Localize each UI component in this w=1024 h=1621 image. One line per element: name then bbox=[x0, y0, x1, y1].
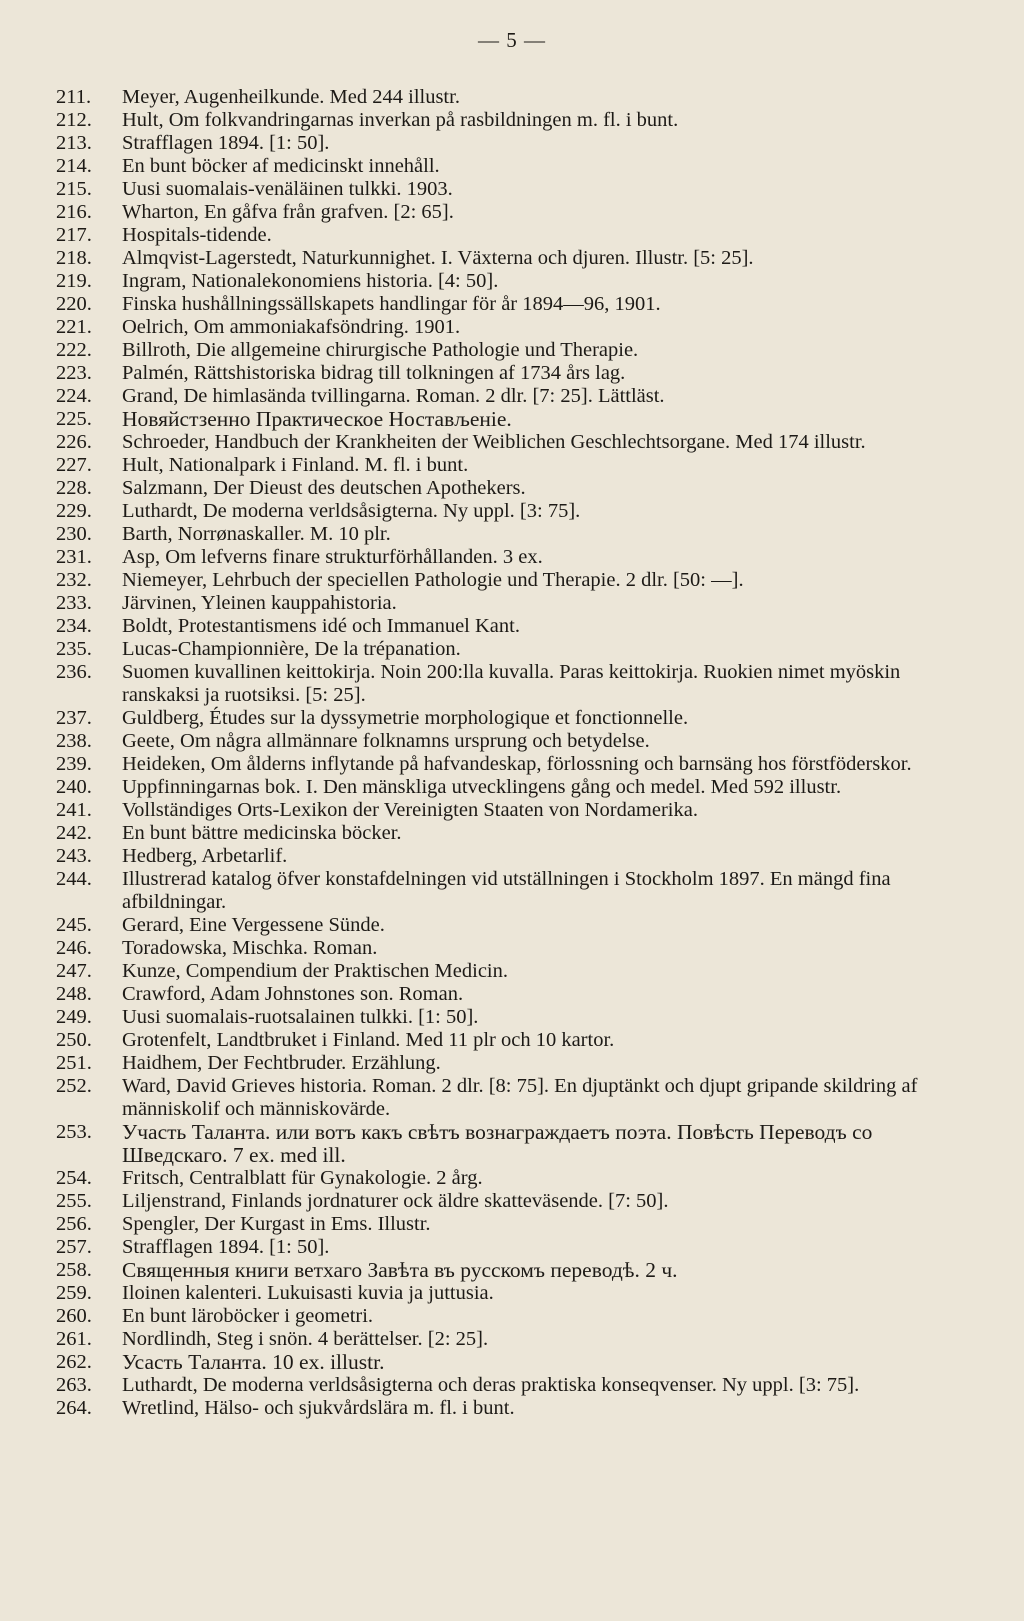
list-item bbox=[56, 1075, 976, 1121]
list-item bbox=[56, 1282, 976, 1305]
list-item bbox=[56, 1167, 976, 1190]
entry-number: 245. bbox=[56, 914, 92, 936]
entry-text: Uppfinningarnas bok. I. Den mänskliga utvecklingens gång och medel. Med 592 illustr. bbox=[122, 776, 842, 798]
entry-text: En bunt läroböcker i geometri. bbox=[122, 1305, 374, 1327]
entry-text: Asp, Om lefverns finare strukturförhållanden. 3 ex. bbox=[122, 546, 543, 568]
list-item bbox=[56, 178, 976, 201]
entry-text: En bunt böcker af medicinskt innehåll. bbox=[122, 155, 440, 177]
entry-text: Geete, Om några allmännare folknamns ursprung och betydelse. bbox=[122, 730, 650, 752]
entry-text: Niemeyer, Lehrbuch der speciellen Pathologie und Therapie. 2 dlr. [50: —]. bbox=[122, 569, 744, 591]
entry-number: 213. bbox=[56, 132, 92, 154]
list-item bbox=[56, 1029, 976, 1052]
entry-number: 252. bbox=[56, 1075, 92, 1097]
entry-text: Liljenstrand, Finlands jordnaturer ock äldre skatteväsende. [7: 50]. bbox=[122, 1190, 669, 1212]
entry-text: Almqvist-Lagerstedt, Naturkunnighet. I. Växterna och djuren. Illustr. [5: 25]. bbox=[122, 247, 754, 269]
entry-text: Священныя книги ветхаго Завѣта въ русскомъ переводѣ. 2 ч. bbox=[122, 1258, 678, 1282]
entry-number: 251. bbox=[56, 1052, 92, 1074]
entry-text: Wharton, En gåfva från grafven. [2: 65]. bbox=[122, 201, 454, 223]
entry-text: Crawford, Adam Johnstones son. Roman. bbox=[122, 983, 464, 1005]
list-item bbox=[56, 1006, 976, 1029]
entry-number: 212. bbox=[56, 109, 92, 131]
entry-text: Gerard, Eine Vergessene Sünde. bbox=[122, 914, 385, 936]
entry-number: 227. bbox=[56, 454, 92, 476]
entry-number: 216. bbox=[56, 201, 92, 223]
entry-text: Billroth, Die allgemeine chirurgische Pathologie und Therapie. bbox=[122, 339, 639, 361]
entry-text: Oelrich, Om ammoniakafsöndring. 1901. bbox=[122, 316, 461, 338]
entry-number: 238. bbox=[56, 730, 92, 752]
list-item bbox=[56, 293, 976, 316]
entry-number: 260. bbox=[56, 1305, 92, 1327]
list-item bbox=[56, 776, 976, 799]
list-item bbox=[56, 500, 976, 523]
entry-text: Wretlind, Hälso- och sjukvårdslära m. fl. i bunt. bbox=[122, 1397, 515, 1419]
entry-text: Fritsch, Centralblatt für Gynakologie. 2 årg. bbox=[122, 1167, 483, 1189]
list-item bbox=[56, 339, 976, 362]
entry-number: 233. bbox=[56, 592, 92, 614]
list-item bbox=[56, 224, 976, 247]
entry-number: 231. bbox=[56, 546, 92, 568]
list-item bbox=[56, 201, 976, 224]
entry-number: 217. bbox=[56, 224, 92, 246]
list-item bbox=[56, 132, 976, 155]
entry-text: Barth, Norrønaskaller. M. 10 plr. bbox=[122, 523, 391, 545]
list-item bbox=[56, 707, 976, 730]
entry-number: 248. bbox=[56, 983, 92, 1005]
entry-number: 237. bbox=[56, 707, 92, 729]
entry-number: 225. bbox=[56, 408, 92, 430]
list-item bbox=[56, 822, 976, 845]
list-item bbox=[56, 1374, 976, 1397]
entry-text: Nordlindh, Steg i snön. 4 berättelser. [2: 25]. bbox=[122, 1328, 489, 1350]
entry-text: Heideken, Om ålderns inflytande på hafvandeskap, förlossning och barnsäng hos förstföderskor. bbox=[122, 753, 912, 775]
entry-text: Salzmann, Der Dieust des deutschen Apothekers. bbox=[122, 477, 526, 499]
list-item bbox=[56, 546, 976, 569]
entry-number: 230. bbox=[56, 523, 92, 545]
entry-number: 240. bbox=[56, 776, 92, 798]
entry-number: 219. bbox=[56, 270, 92, 292]
entry-text: Schroeder, Handbuch der Krankheiten der Weiblichen Geschlechtsorgane. Med 174 illustr. bbox=[122, 431, 866, 453]
entry-text: Hult, Nationalpark i Finland. M. fl. i bunt. bbox=[122, 454, 469, 476]
entry-number: 228. bbox=[56, 477, 92, 499]
list-item bbox=[56, 408, 976, 431]
entry-text: Hult, Om folkvandringarnas inverkan på rasbildningen m. fl. i bunt. bbox=[122, 109, 679, 131]
entry-number: 239. bbox=[56, 753, 92, 775]
entry-number: 262. bbox=[56, 1351, 92, 1373]
entry-text: Strafflagen 1894. [1: 50]. bbox=[122, 132, 330, 154]
entry-text: Ingram, Nationalekonomiens historia. [4: 50]. bbox=[122, 270, 499, 292]
list-item bbox=[56, 155, 976, 178]
entry-text: Grand, De himlasända tvillingarna. Roman. 2 dlr. [7: 25]. Lättläst. bbox=[122, 385, 665, 407]
list-item bbox=[56, 592, 976, 615]
list-item bbox=[56, 1236, 976, 1259]
entry-number: 229. bbox=[56, 500, 92, 522]
entry-text: Palmén, Rättshistoriska bidrag till tolkningen af 1734 års lag. bbox=[122, 362, 626, 384]
list-item bbox=[56, 730, 976, 753]
list-item bbox=[56, 960, 976, 983]
entry-number: 249. bbox=[56, 1006, 92, 1028]
entry-number: 242. bbox=[56, 822, 92, 844]
entry-number: 222. bbox=[56, 339, 92, 361]
entry-text: Illustrerad katalog öfver konstafdelningen vid utställningen i Stockholm 1897. En mängd fina afbildningar. bbox=[122, 868, 891, 913]
entry-number: 218. bbox=[56, 247, 92, 269]
list-item bbox=[56, 845, 976, 868]
entry-number: 250. bbox=[56, 1029, 92, 1051]
list-item bbox=[56, 1351, 976, 1374]
list-item bbox=[56, 385, 976, 408]
entry-text: Strafflagen 1894. [1: 50]. bbox=[122, 1236, 330, 1258]
list-item bbox=[56, 1328, 976, 1351]
list-item bbox=[56, 1190, 976, 1213]
list-item bbox=[56, 983, 976, 1006]
entry-number: 221. bbox=[56, 316, 92, 338]
list-item bbox=[56, 569, 976, 592]
entry-number: 211. bbox=[56, 86, 92, 108]
entry-number: 243. bbox=[56, 845, 92, 867]
entry-number: 234. bbox=[56, 615, 92, 637]
list-item bbox=[56, 86, 976, 109]
entry-number: 220. bbox=[56, 293, 92, 315]
entry-text: Vollständiges Orts-Lexikon der Vereinigten Staaten von Nordamerika. bbox=[122, 799, 698, 821]
list-item bbox=[56, 615, 976, 638]
entry-text: Hospitals-tidende. bbox=[122, 224, 272, 246]
entry-number: 244. bbox=[56, 868, 92, 890]
entry-number: 236. bbox=[56, 661, 92, 683]
entry-number: 256. bbox=[56, 1213, 92, 1235]
entry-text: Grotenfelt, Landtbruket i Finland. Med 11 plr och 10 kartor. bbox=[122, 1029, 615, 1051]
entry-text: En bunt bättre medicinska böcker. bbox=[122, 822, 402, 844]
list-item bbox=[56, 247, 976, 270]
entry-text: Kunze, Compendium der Praktischen Medicin. bbox=[122, 960, 508, 982]
page-number: — 5 — bbox=[478, 28, 546, 52]
entry-number: 264. bbox=[56, 1397, 92, 1419]
list-item bbox=[56, 799, 976, 822]
entry-text: Järvinen, Yleinen kauppahistoria. bbox=[122, 592, 397, 614]
entry-text: Hedberg, Arbetarlif. bbox=[122, 845, 288, 867]
list-item bbox=[56, 1121, 976, 1167]
entry-number: 261. bbox=[56, 1328, 92, 1350]
entry-text: Ward, David Grieves historia. Roman. 2 dlr. [8: 75]. En djuptänkt och djupt gripande skildring af människolif och människovärde. bbox=[122, 1075, 918, 1120]
list-item bbox=[56, 109, 976, 132]
entry-number: 255. bbox=[56, 1190, 92, 1212]
entry-number: 226. bbox=[56, 431, 92, 453]
list-item bbox=[56, 431, 976, 454]
entry-text: Finska hushållningssällskapets handlingar för år 1894—96, 1901. bbox=[122, 293, 661, 315]
list-item bbox=[56, 477, 976, 500]
list-item bbox=[56, 638, 976, 661]
catalog-list bbox=[56, 86, 976, 1420]
entry-number: 257. bbox=[56, 1236, 92, 1258]
entry-number: 241. bbox=[56, 799, 92, 821]
entry-text: Suomen kuvallinen keittokirja. Noin 200:lla kuvalla. Paras keittokirja. Ruokien nimet myöskin ranskaksi ja ruotsiksi. [5: 25]. bbox=[122, 661, 901, 706]
entry-number: 246. bbox=[56, 937, 92, 959]
entry-text: Toradowska, Mischka. Roman. bbox=[122, 937, 378, 959]
entry-text: Luthardt, De moderna verldsåsigterna och deras praktiska konseqvenser. Ny uppl. [3: 75]. bbox=[122, 1374, 860, 1396]
entry-text: Lucas-Championnière, De la trépanation. bbox=[122, 638, 461, 660]
list-item bbox=[56, 454, 976, 477]
entry-text: Luthardt, De moderna verldsåsigterna. Ny uppl. [3: 75]. bbox=[122, 500, 581, 522]
list-item bbox=[56, 270, 976, 293]
list-item bbox=[56, 1259, 976, 1282]
list-item bbox=[56, 1052, 976, 1075]
entry-text: Новяйстзенно Практическое Ностављеніе. bbox=[122, 407, 512, 431]
entry-text: Spengler, Der Kurgast in Ems. Illustr. bbox=[122, 1213, 431, 1235]
entry-number: 223. bbox=[56, 362, 92, 384]
entry-number: 254. bbox=[56, 1167, 92, 1189]
entry-text: Haidhem, Der Fechtbruder. Erzählung. bbox=[122, 1052, 441, 1074]
entry-number: 224. bbox=[56, 385, 92, 407]
entry-text: Uusi suomalais-ruotsalainen tulkki. [1: 50]. bbox=[122, 1006, 479, 1028]
entry-text: Guldberg, Études sur la dyssymetrie morphologique et fonctionnelle. bbox=[122, 707, 689, 729]
entry-number: 259. bbox=[56, 1282, 92, 1304]
list-item bbox=[56, 868, 976, 914]
entry-text: Uusi suomalais-venäläinen tulkki. 1903. bbox=[122, 178, 453, 200]
list-item bbox=[56, 1305, 976, 1328]
entry-number: 232. bbox=[56, 569, 92, 591]
list-item bbox=[56, 1213, 976, 1236]
list-item bbox=[56, 937, 976, 960]
list-item bbox=[56, 753, 976, 776]
entry-number: 235. bbox=[56, 638, 92, 660]
entry-text: Boldt, Protestantismens idé och Immanuel Kant. bbox=[122, 615, 520, 637]
list-item bbox=[56, 316, 976, 339]
entry-number: 253. bbox=[56, 1121, 92, 1143]
entry-number: 263. bbox=[56, 1374, 92, 1396]
list-item bbox=[56, 1397, 976, 1420]
list-item bbox=[56, 661, 976, 707]
entry-text: Участь Таланта. или вотъ какъ свѣтъ вознаграждаетъ поэта. Повѣсть Переводъ со Шведскаго. 7 ex. med ill. bbox=[122, 1120, 873, 1167]
entry-text: Meyer, Augenheilkunde. Med 244 illustr. bbox=[122, 86, 460, 108]
entry-number: 215. bbox=[56, 178, 92, 200]
list-item bbox=[56, 362, 976, 385]
entry-number: 247. bbox=[56, 960, 92, 982]
list-item bbox=[56, 914, 976, 937]
entry-text: Усасть Таланта. 10 ex. illustr. bbox=[122, 1350, 385, 1374]
entry-number: 214. bbox=[56, 155, 92, 177]
entry-number: 258. bbox=[56, 1259, 92, 1281]
entry-text: Iloinen kalenteri. Lukuisasti kuvia ja juttusia. bbox=[122, 1282, 494, 1304]
list-item bbox=[56, 523, 976, 546]
